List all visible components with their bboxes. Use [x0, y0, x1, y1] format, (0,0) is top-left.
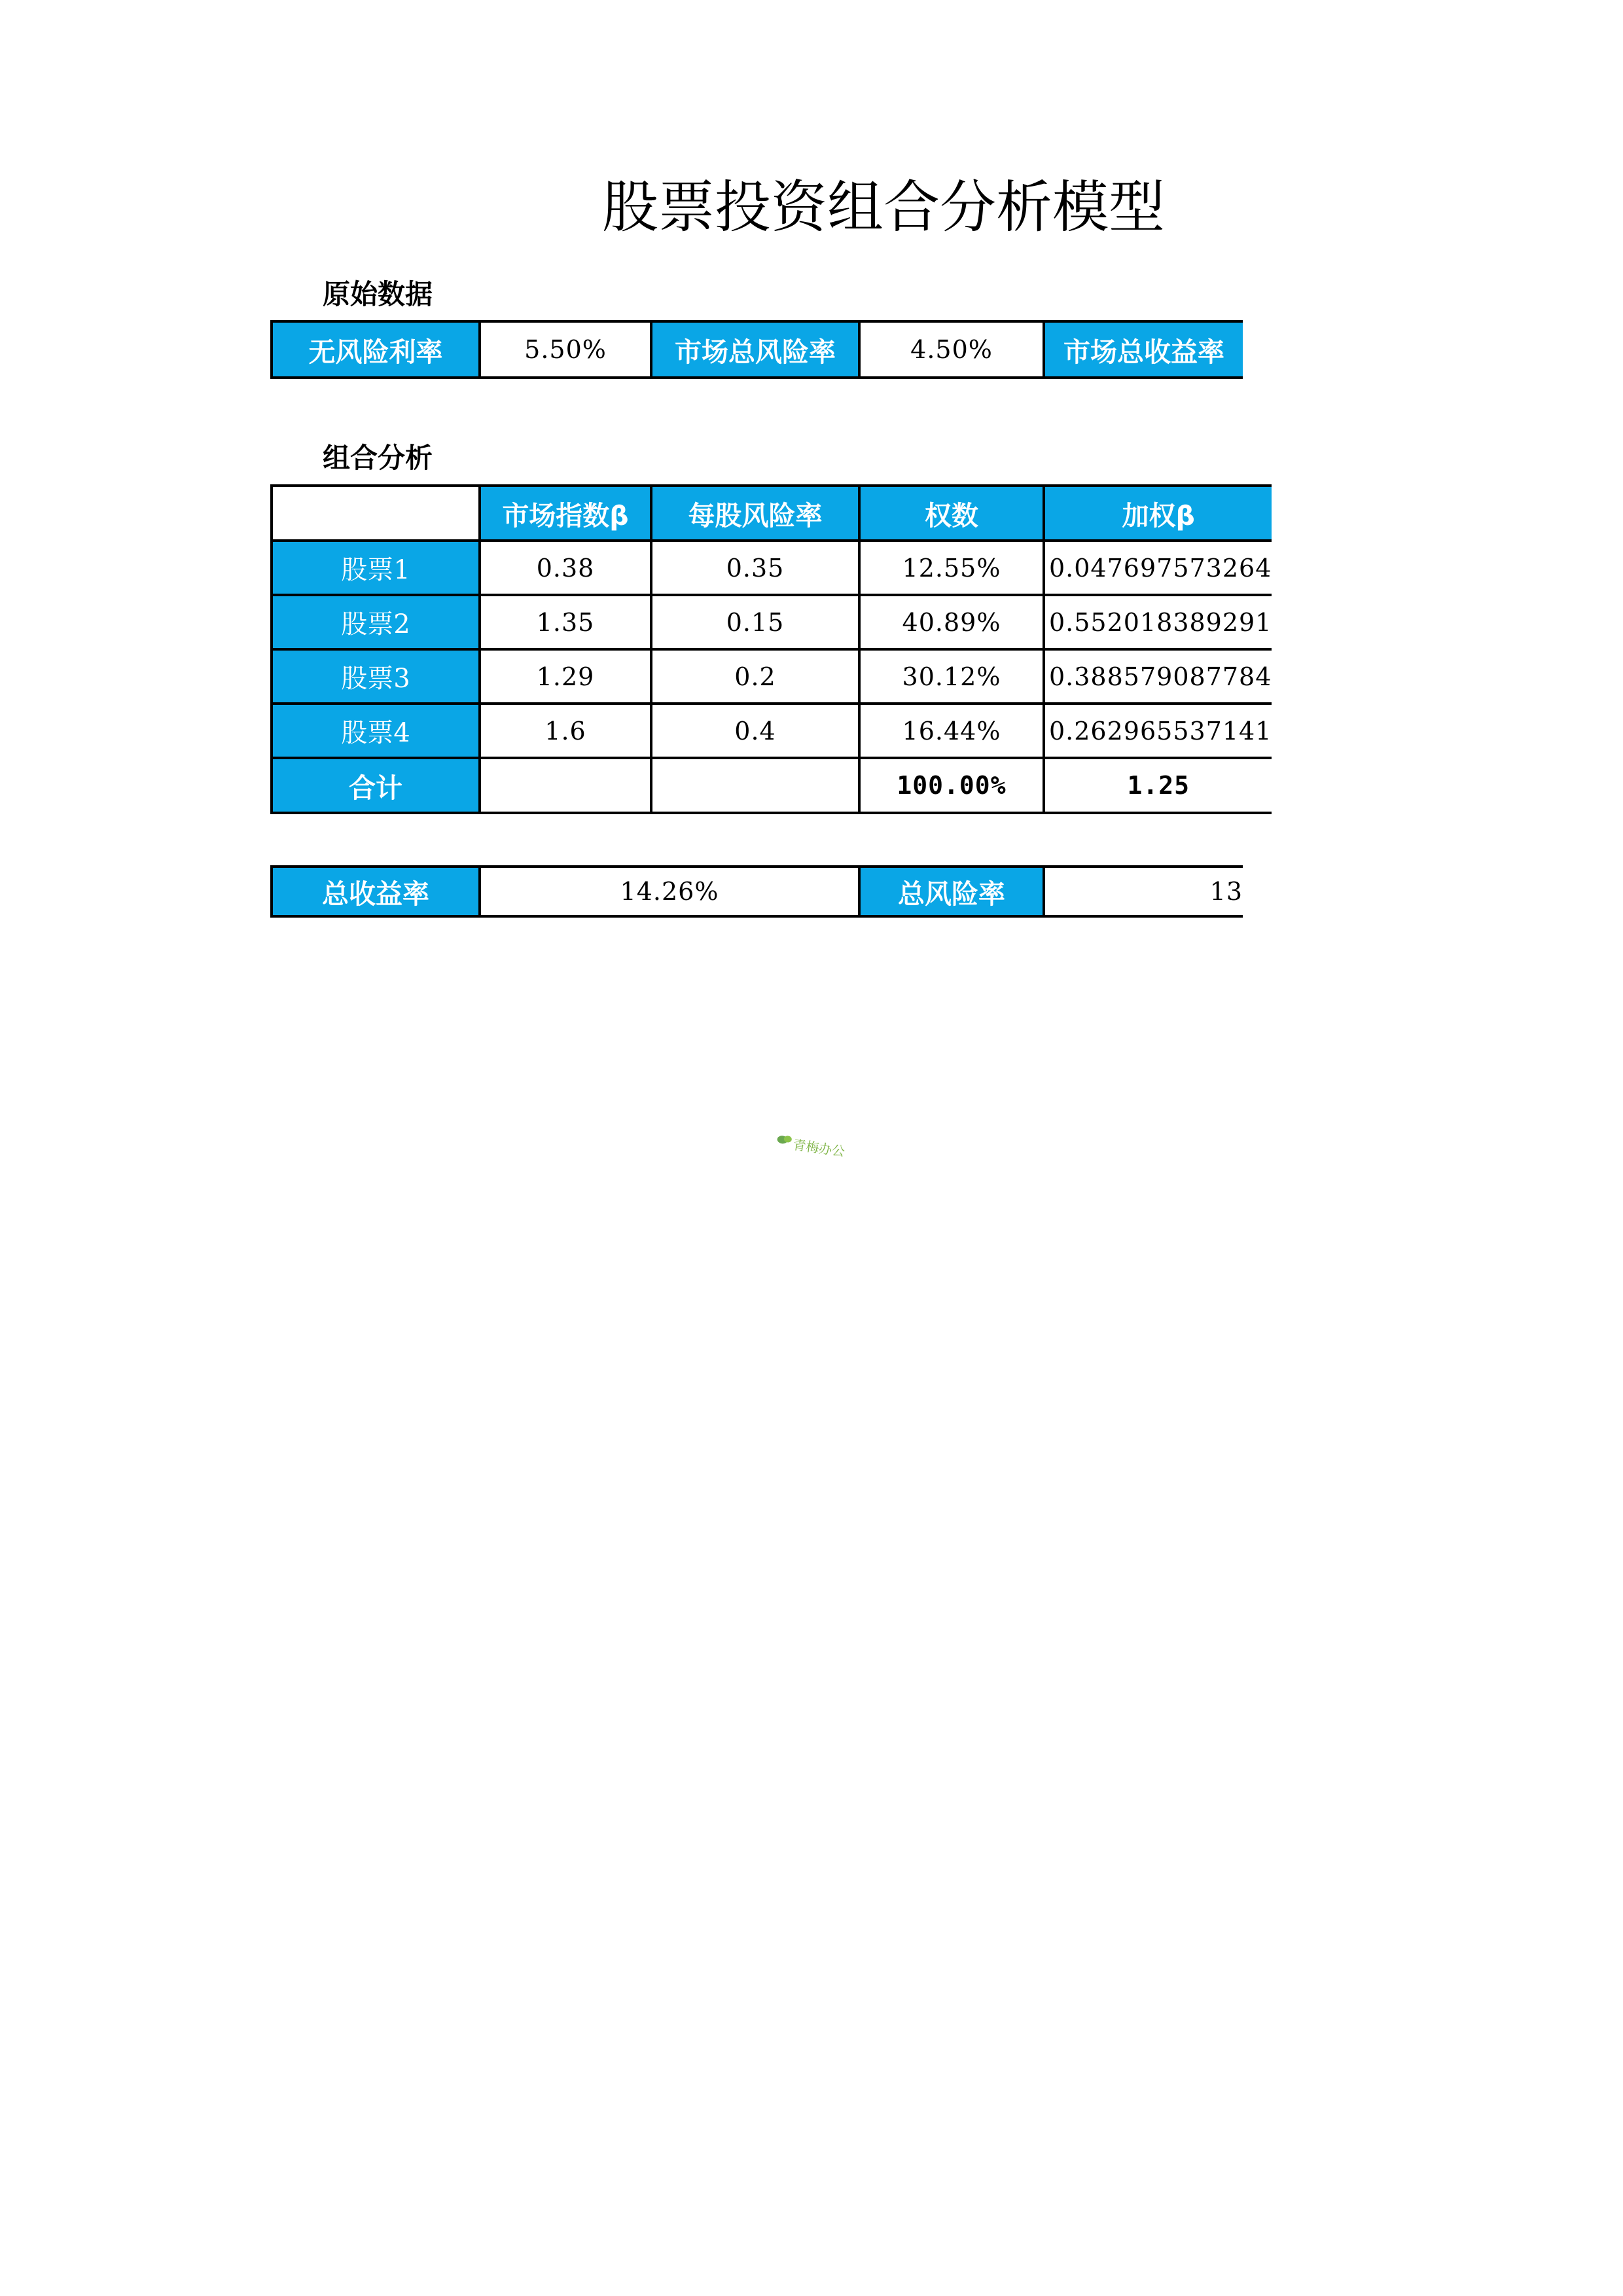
- stock-risk[interactable]: 0.4: [651, 704, 859, 758]
- table-row: [272, 649, 1272, 704]
- risk-free-rate-label: 无风险利率: [272, 321, 480, 378]
- stock-beta[interactable]: 1.29: [480, 649, 651, 704]
- raw-data-table: [270, 320, 1243, 379]
- header-stock-risk: 每股风险率: [651, 486, 859, 541]
- stock-risk[interactable]: 0.2: [651, 649, 859, 704]
- stock-weight[interactable]: 16.44%: [859, 704, 1044, 758]
- stock-name: 股票4: [272, 704, 480, 758]
- stock-name: 股票2: [272, 595, 480, 649]
- stock-risk[interactable]: 0.35: [651, 541, 859, 595]
- watermark-text: 青梅办公: [792, 1136, 846, 1160]
- analysis-label: 组合分析: [323, 442, 433, 474]
- stock-weight[interactable]: 40.89%: [859, 595, 1044, 649]
- stock-weighted-beta[interactable]: 0.552018389291: [1044, 595, 1272, 649]
- total-risk-value[interactable]: 13: [1044, 867, 1243, 916]
- market-return-rate-label: 市场总收益率: [1044, 321, 1243, 378]
- analysis-header-row: [272, 486, 1272, 541]
- total-row: [272, 758, 1272, 813]
- stock-name: 股票1: [272, 541, 480, 595]
- stock-weight[interactable]: 12.55%: [859, 541, 1044, 595]
- raw-data-label: 原始数据: [323, 278, 433, 310]
- stock-beta[interactable]: 0.38: [480, 541, 651, 595]
- total-label: 合计: [272, 758, 480, 813]
- total-risk-label: 总风险率: [859, 867, 1044, 916]
- stock-risk[interactable]: 0.15: [651, 595, 859, 649]
- total-weighted-beta[interactable]: 1.25: [1044, 758, 1272, 813]
- stock-weighted-beta[interactable]: 0.262965537141: [1044, 704, 1272, 758]
- header-blank-cell: [272, 486, 480, 541]
- header-weight: 权数: [859, 486, 1044, 541]
- table-row: [272, 704, 1272, 758]
- watermark-logo: [774, 1129, 855, 1166]
- stock-beta[interactable]: 1.6: [480, 704, 651, 758]
- total-beta[interactable]: [480, 758, 651, 813]
- header-weighted-beta: 加权β: [1044, 486, 1272, 541]
- total-risk[interactable]: [651, 758, 859, 813]
- stock-weight[interactable]: 30.12%: [859, 649, 1044, 704]
- market-risk-rate-value[interactable]: 4.50%: [859, 321, 1044, 378]
- stock-weighted-beta[interactable]: 0.388579087784: [1044, 649, 1272, 704]
- leaf-icon: [776, 1133, 793, 1147]
- header-market-beta: 市场指数β: [480, 486, 651, 541]
- stock-weighted-beta[interactable]: 0.047697573264: [1044, 541, 1272, 595]
- total-return-label: 总收益率: [272, 867, 480, 916]
- page-title: 股票投资组合分析模型: [602, 175, 1165, 240]
- table-row: [272, 595, 1272, 649]
- table-row: [272, 541, 1272, 595]
- summary-table: [270, 865, 1243, 918]
- market-risk-rate-label: 市场总风险率: [651, 321, 859, 378]
- stock-name: 股票3: [272, 649, 480, 704]
- total-return-value[interactable]: 14.26%: [480, 867, 859, 916]
- analysis-table: [270, 484, 1272, 814]
- stock-beta[interactable]: 1.35: [480, 595, 651, 649]
- total-weight[interactable]: 100.00%: [859, 758, 1044, 813]
- risk-free-rate-value[interactable]: 5.50%: [480, 321, 651, 378]
